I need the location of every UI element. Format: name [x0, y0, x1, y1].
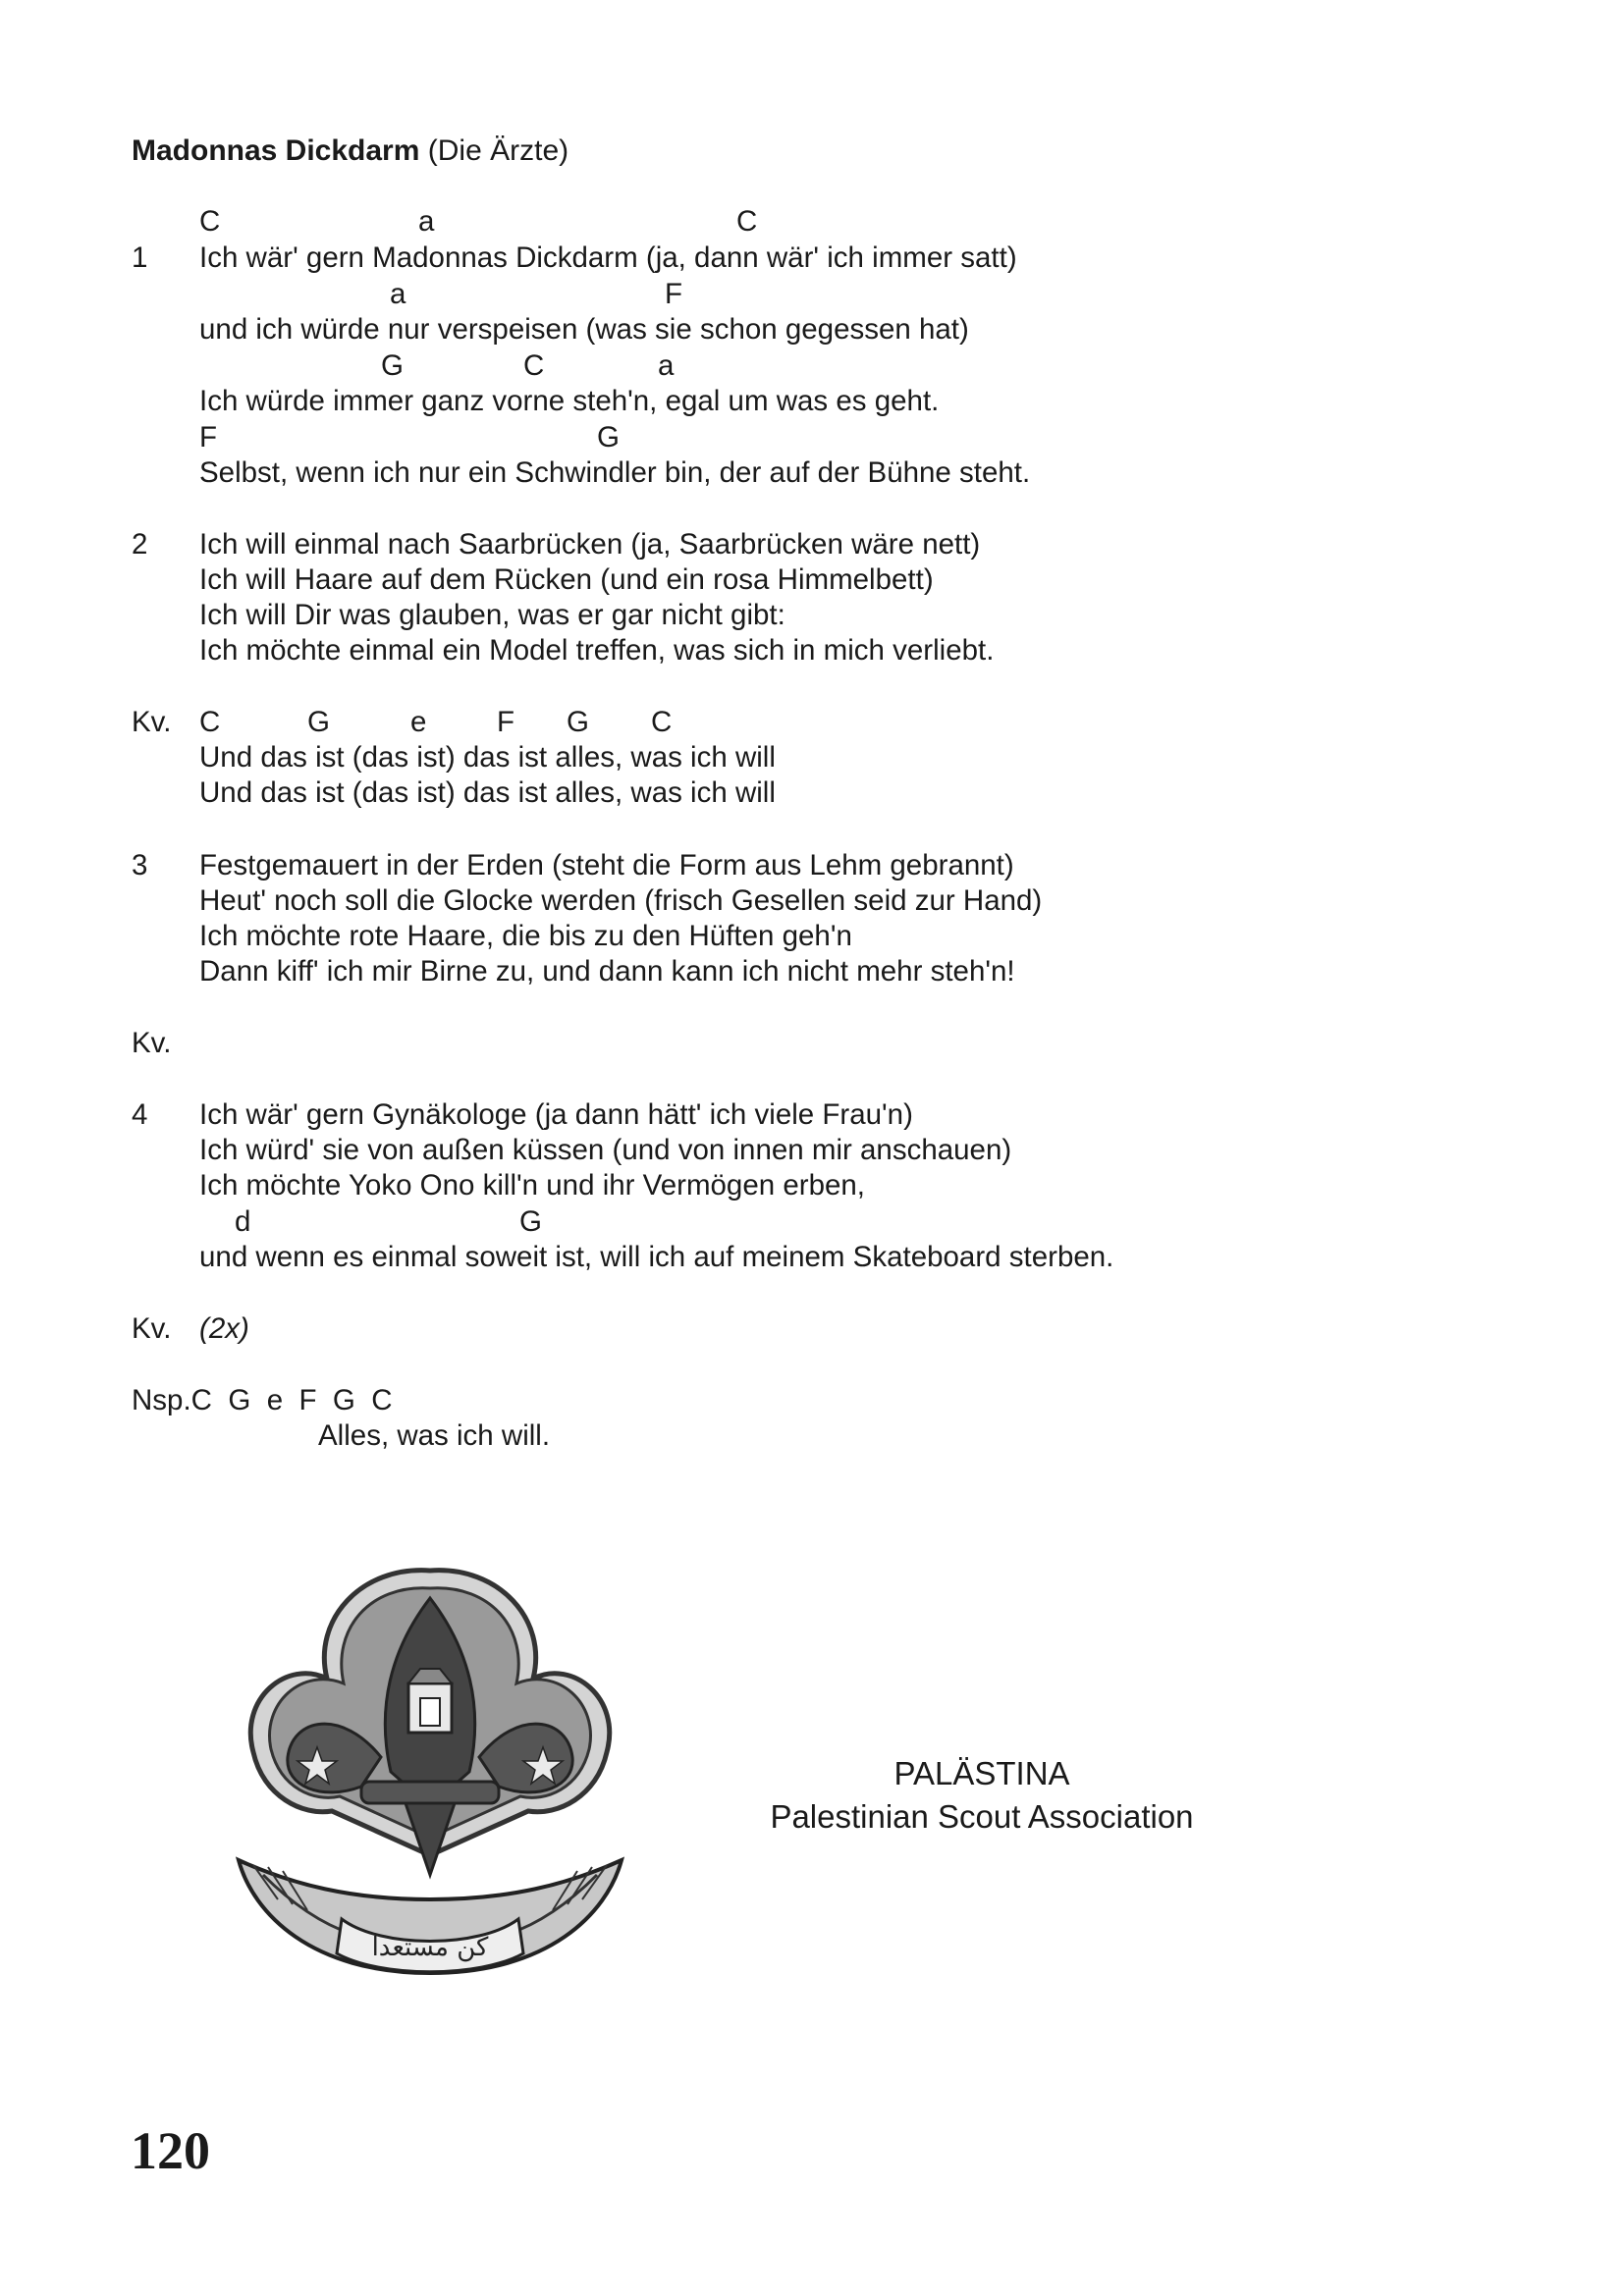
chord: F: [199, 421, 218, 454]
song-artist: (Die Ärzte): [427, 134, 569, 167]
chord: a: [390, 278, 406, 310]
chord: F: [497, 706, 515, 738]
lyric-line: Festgemauert in der Erden (steht die Form aus Lehm gebrannt): [199, 849, 1014, 881]
song-title-text: Madonnas Dickdarm: [132, 134, 420, 167]
chord: e: [410, 706, 427, 738]
palestinian-scout-emblem: [234, 1561, 626, 2022]
chord: F: [665, 278, 683, 310]
emblem-motto: كن مستعدا: [371, 1933, 489, 1962]
song-title: [132, 134, 568, 168]
lyric-line: Ich möchte rote Haare, die bis zu den Hüften geh'n: [199, 920, 852, 952]
chord: C: [736, 205, 758, 238]
postlude-chords: Nsp.C G e F G C: [132, 1384, 393, 1416]
page-number: 120: [131, 2121, 210, 2180]
chord: G: [597, 421, 620, 454]
association-name: Palestinian Scout Association: [770, 1798, 1194, 1835]
verse-number: 3: [132, 849, 148, 881]
association-country: PALÄSTINA: [893, 1755, 1070, 1791]
chord: C: [651, 706, 673, 738]
lyric-line: Und das ist (das ist) das ist alles, was ich will: [199, 776, 776, 809]
lyric-line: Dann kiff' ich mir Birne zu, und dann kann ich nicht mehr steh'n!: [199, 955, 1015, 988]
lyric-line: Ich wär' gern Madonnas Dickdarm (ja, dann wär' ich immer satt): [199, 241, 1017, 274]
lyric-line: und ich würde nur verspeisen (was sie schon gegessen hat): [199, 313, 969, 346]
lyric-line: Ich würde immer ganz vorne steh'n, egal um was es geht.: [199, 385, 940, 417]
verse-number: 1: [132, 241, 148, 274]
lyric-line: Ich wär' gern Gynäkologe (ja dann hätt' ich viele Frau'n): [199, 1098, 913, 1131]
lyric-line: Ich will Dir was glauben, was er gar nicht gibt:: [199, 599, 785, 631]
lyric-line: Und das ist (das ist) das ist alles, was ich will: [199, 741, 776, 774]
chorus-label: Kv.: [132, 706, 172, 738]
chord: C: [199, 205, 221, 238]
chord: a: [658, 349, 675, 382]
chord: G: [381, 349, 404, 382]
postlude-line: Alles, was ich will.: [318, 1419, 551, 1452]
repeat-note: (2x): [199, 1312, 249, 1345]
chord: C: [523, 349, 545, 382]
chord: a: [418, 205, 435, 238]
lyric-line: Ich möchte Yoko Ono kill'n und ihr Vermögen erben,: [199, 1169, 865, 1201]
chord: G: [567, 706, 589, 738]
chord: C: [199, 706, 221, 738]
chord: d: [235, 1205, 251, 1238]
lyric-line: Ich will Haare auf dem Rücken (und ein rosa Himmelbett): [199, 563, 934, 596]
lyric-line: und wenn es einmal soweit ist, will ich auf meinem Skateboard sterben.: [199, 1241, 1114, 1273]
chorus-label: Kv.: [132, 1312, 172, 1345]
association-caption: [746, 1752, 1217, 1839]
lyric-line: Selbst, wenn ich nur ein Schwindler bin, der auf der Bühne steht.: [199, 456, 1031, 489]
lyric-line: Heut' noch soll die Glocke werden (frisch Gesellen seid zur Hand): [199, 884, 1043, 917]
chord: G: [519, 1205, 542, 1238]
verse-number: 4: [132, 1098, 148, 1131]
verse-number: 2: [132, 528, 148, 561]
lyric-line: Ich möchte einmal ein Model treffen, was sich in mich verliebt.: [199, 634, 995, 667]
chorus-label: Kv.: [132, 1027, 172, 1059]
chord: G: [307, 706, 330, 738]
lyric-line: Ich würd' sie von außen küssen (und von innen mir anschauen): [199, 1134, 1012, 1166]
lyric-line: Ich will einmal nach Saarbrücken (ja, Saarbrücken wäre nett): [199, 528, 981, 561]
